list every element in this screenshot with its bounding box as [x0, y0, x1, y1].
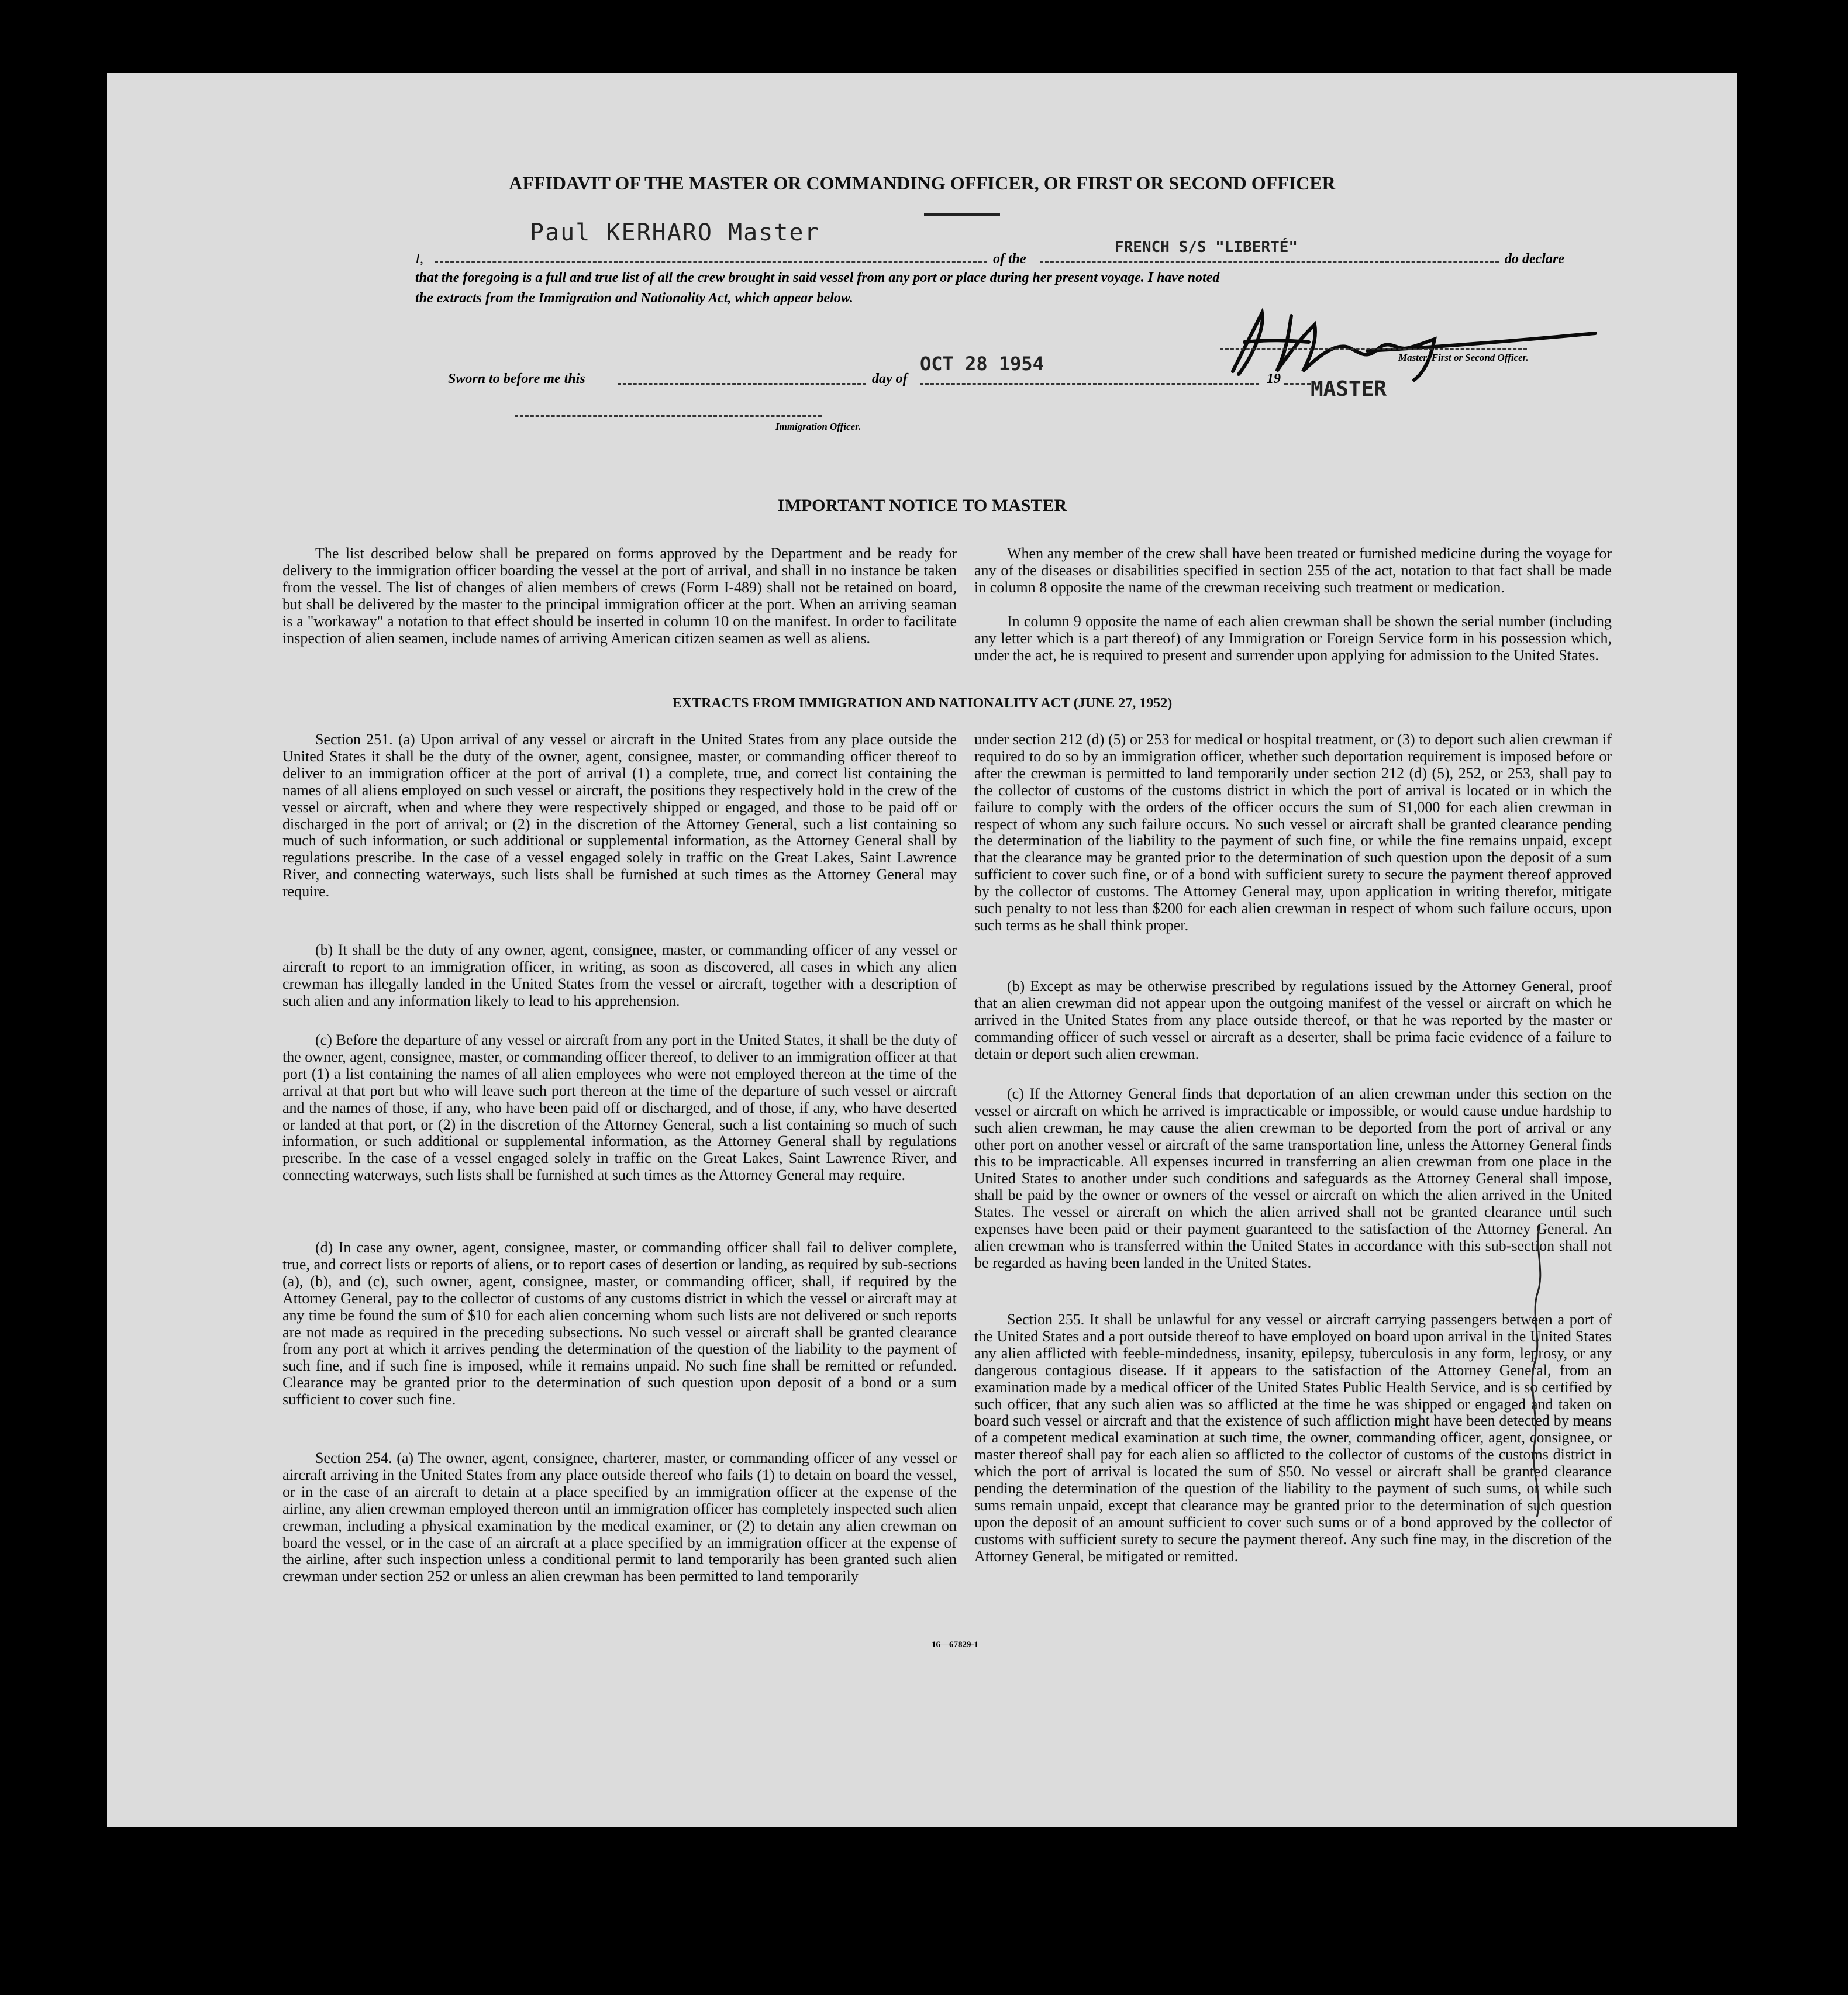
affidavit-title: AFFIDAVIT OF THE MASTER OR COMMANDING OFFICER, OR FIRST OR SECOND OFFICER — [509, 172, 1336, 194]
declaration-line-1: that the foregoing is a full and true list of all the crew brought in said vessel from any port or place during her present voyage. I have noted — [415, 270, 1220, 285]
i-label: I, — [415, 251, 423, 267]
master-caption: Master, First or Second Officer. — [1398, 352, 1529, 363]
notice-right-paragraph-2: In column 9 opposite the name of each alien crewman shall be shown the serial number (including any letter which is a part thereof) of any Immigration or Foreign Service form in his possession which, under the act, he is required to present and surrender upon applying for admission to the United States. — [974, 613, 1612, 664]
immigration-officer-caption: Immigration Officer. — [775, 421, 861, 432]
title-underline — [924, 213, 1000, 216]
master-name-typed: Paul KERHARO Master — [530, 219, 820, 246]
extract-left-1: Section 251. (a) Upon arrival of any vessel or aircraft in the United States from any place outside the United States it shall be the duty of the owner, agent, consignee, master, or commanding officer thereof to deliver to an immigration officer at the port of arrival (1) a complete, true, and correct list containing the names of all aliens employed on such vessel or aircraft, the positions they respectively hold in the crew of the vessel or aircraft, when and where they were respectively shipped or engaged, and those to be paid off or discharged in the port of arrival; or (2) in the discretion of the Attorney General, such a list containing so much of such information, or such additional or supplemental information, as the Attorney General shall by regulations prescribe. In the case of a vessel engaged solely in traffic on the Great Lakes, Saint Lawrence River, and connecting waterways, such lists shall be furnished at such times as the Attorney General may require. — [282, 731, 957, 900]
of-the-label: of the — [993, 251, 1026, 267]
extract-right-2: (b) Except as may be otherwise prescribed by regulations issued by the Attorney General, proof that an alien crewman did not appear upon the outgoing manifest of the vessel or aircraft on which he arrived in the United States from any place outside thereof, or that he was reported by the master or commanding officer of such vessel or aircraft as a deserter, shall be prima facie evidence of a failure to detain or deport such alien crewman. — [974, 978, 1612, 1062]
year-fill-line — [1284, 383, 1311, 385]
master-signature — [1221, 307, 1677, 383]
notice-right-paragraph-1: When any member of the crew shall have been treated or furnished medicine during the voyage for any of the diseases or disabilities specified in section 255 of the act, notation to that fact shall be made in column 8 opposite the name of the crewman receiving such treatment or medication. — [974, 545, 1612, 596]
sworn-day-fill-line — [618, 383, 866, 385]
officer-fill-line — [515, 415, 822, 417]
date-stamp: OCT 28 1954 — [920, 353, 1044, 375]
extract-left-4: (d) In case any owner, agent, consignee, master, or commanding officer shall fail to deliver complete, true, and correct lists or reports of aliens, or to report cases of desertion or landing, as required by sub-sections (a), (b), and (c), such owner, agent, consignee, master, or commanding officer, shall, if required by the Attorney General, pay to the collector of customs of any customs district in which the vessel or aircraft may at any time be found the sum of $10 for each alien concerning whom such lists are not delivered or such reports are not made as required in the preceding subsections. No such vessel or aircraft shall be granted clearance from any port at which it arrives pending the determination of the question of the liability to the payment of such fine, and if such fine is imposed, while it remains unpaid. No such fine shall be remitted or refunded. Clearance may be granted prior to the determination of such question upon deposit of a bond or a sum sufficient to cover such fine. — [282, 1239, 957, 1409]
extract-right-1: under section 212 (d) (5) or 253 for medical or hospital treatment, or (3) to deport such alien crewman if required to do so by an immigration officer, whether such deportation requirement is imposed before or after the crewman is permitted to land temporarily under section 212 (d) (5), 252, or 253, shall pay to the collector of customs of the customs district in which the port of arrival is located or in which the failure to comply with the orders of the officer occurs the sum of $1,000 for each alien crewman in respect of whom any such failure occurs. No such vessel or aircraft shall be granted clearance pending the determination of the liability to the payment of such fine, or while the fine remains unpaid, except that the clearance may be granted prior to the determination of such question upon the deposit of a sum sufficient to cover such fine, or of a bond with sufficient surety to secure the payment thereof approved by the collector of customs. The Attorney General may, upon application in writing therefor, mitigate such penalty to not less than $200 for each alien crewman in respect of whom such failure occurs, upon such terms as he shall think proper. — [974, 731, 1612, 934]
paper-tear-mark — [1516, 1225, 1563, 1517]
year-prefix: 19 — [1267, 371, 1281, 386]
declaration-line-2: the extracts from the Immigration and Nationality Act, which appear below. — [415, 291, 853, 306]
extracts-title: EXTRACTS FROM IMMIGRATION AND NATIONALITY ACT (JUNE 27, 1952) — [672, 696, 1173, 711]
sworn-month-fill-line — [920, 383, 1259, 385]
extract-left-3: (c) Before the departure of any vessel or aircraft from any port in the United States, it shall be the duty of the owner, agent, consignee, master, or commanding officer thereof, to deliver to an immigration officer at that port (1) a list containing the names of all alien employees who were not employed thereon at the time of the arrival at that port but who will leave such port thereon at the time of the departure of such vessel or aircraft and the names of those, if any, who have been paid off or discharged, and of those, if any, who have deserted or landed at that port, or (2) in the discretion of the Attorney General, such a list containing so much of such information, or such additional or supplemental information, as the Attorney General shall by regulations prescribe. In the case of a vessel engaged solely in traffic on the Great Lakes, Saint Lawrence River, and connecting waterways, such lists shall be furnished at such times as the Attorney General may require. — [282, 1031, 957, 1184]
sworn-label: Sworn to before me this — [448, 371, 585, 386]
master-stamp: MASTER — [1311, 377, 1387, 401]
document-page — [107, 73, 1737, 1827]
vessel-name-typed: FRENCH S/S "LIBERTÉ" — [1115, 239, 1298, 256]
extract-right-3: (c) If the Attorney General finds that deportation of an alien crewman under this section on the vessel or aircraft on which he arrived is impracticable or impossible, or would cause undue hardship to such alien crewman, he may cause the alien crewman to be deported from the port of arrival or any other port on another vessel or aircraft of the same transportation line, unless the Attorney General finds this to be impracticable. All expenses incurred in transferring an alien crewman from one place in the United States to another under such conditions and safeguards as the Attorney General shall impose, shall be paid by the owner or owners of the vessel or aircraft on which the alien arrived in the United States. The vessel or aircraft on which the alien arrived shall not be granted clearance until such expenses have been paid or their payment guaranteed to the satisfaction of the Attorney General. An alien crewman who is transferred within the United States in accordance with this sub-section shall not be regarded as having been landed in the United States. — [974, 1085, 1612, 1272]
extract-left-2: (b) It shall be the duty of any owner, agent, consignee, master, or commanding officer of any vessel or aircraft to report to an immigration officer, in writing, as soon as discovered, all cases in which any alien crewman has illegally landed in the United States from the vessel or aircraft, together with a description of such alien and any information likely to lead to his apprehension. — [282, 941, 957, 1009]
day-of-label: day of — [872, 371, 908, 386]
vessel-fill-line — [1040, 261, 1499, 263]
name-fill-line — [435, 261, 987, 263]
extract-right-4: Section 255. It shall be unlawful for any vessel or aircraft carrying passengers between a port of the United States and a port outside thereof to have employed on board upon arrival in the United States any alien afflicted with feeble-mindedness, insanity, epilepsy, tuberculosis in any form, leprosy, or any dangerous contagious disease. If it appears to the satisfaction of the Attorney General, from an examination made by a medical officer of the United States Public Health Service, and is so certified by such officer, that any such alien was so afflicted at the time he was shipped or engaged and taken on board such vessel or aircraft and that the existence of such affliction might have been detected by means of a competent medical examination at such time, the owner, commanding officer, agent, consignee, or master thereof shall pay for each alien so afflicted to the collector of customs of the customs district in which the port of arrival is located the sum of $50. No vessel or aircraft shall be granted clearance pending the determination of the question of the liability to the payment of such sums, or while such sums remain unpaid, except that clearance may be granted prior to the determination of such question upon the deposit of an amount sufficient to cover such sums or of a bond approved by the collector of customs with sufficient surety to secure the payment thereof. Any such fine may, in the discretion of the Attorney General, be mitigated or remitted. — [974, 1311, 1612, 1565]
notice-left-paragraph: The list described below shall be prepared on forms approved by the Department and be ready for delivery to the immigration officer boarding the vessel at the port of arrival, and shall in no instance be taken from the vessel. The list of changes of alien members of crews (Form I-489) shall not be retained on board, but shall be delivered by the master to the principal immigration officer at the port. When an arriving seaman is a "workaway" a notation to that effect should be inserted in column 10 on the manifest. In order to facilitate inspection of alien seamen, include names of arriving American citizen seamen as well as aliens. — [282, 545, 957, 647]
form-number: 16—67829-1 — [932, 1640, 978, 1649]
do-declare-label: do declare — [1505, 251, 1564, 267]
notice-title: IMPORTANT NOTICE TO MASTER — [777, 496, 1067, 515]
extract-left-5: Section 254. (a) The owner, agent, consignee, charterer, master, or commanding officer of any vessel or aircraft arriving in the United States from any place outside thereof who fails (1) to detain on board the vessel, or in the case of an aircraft to detain at a place specified by an immigration officer at the expense of the airline, any alien crewman employed thereon until an immigration officer has completely inspected such alien crewman, including a physical examination by the medical examiner, or (2) to detain any alien crewman on board the vessel, or in the case of an aircraft at a place specified by an immigration officer at the expense of the airline, after such inspection unless a conditional permit to land temporarily has been granted such alien crewman under section 252 or unless an alien crewman has been permitted to land temporarily — [282, 1449, 957, 1585]
signature-fill-line — [1220, 348, 1527, 350]
